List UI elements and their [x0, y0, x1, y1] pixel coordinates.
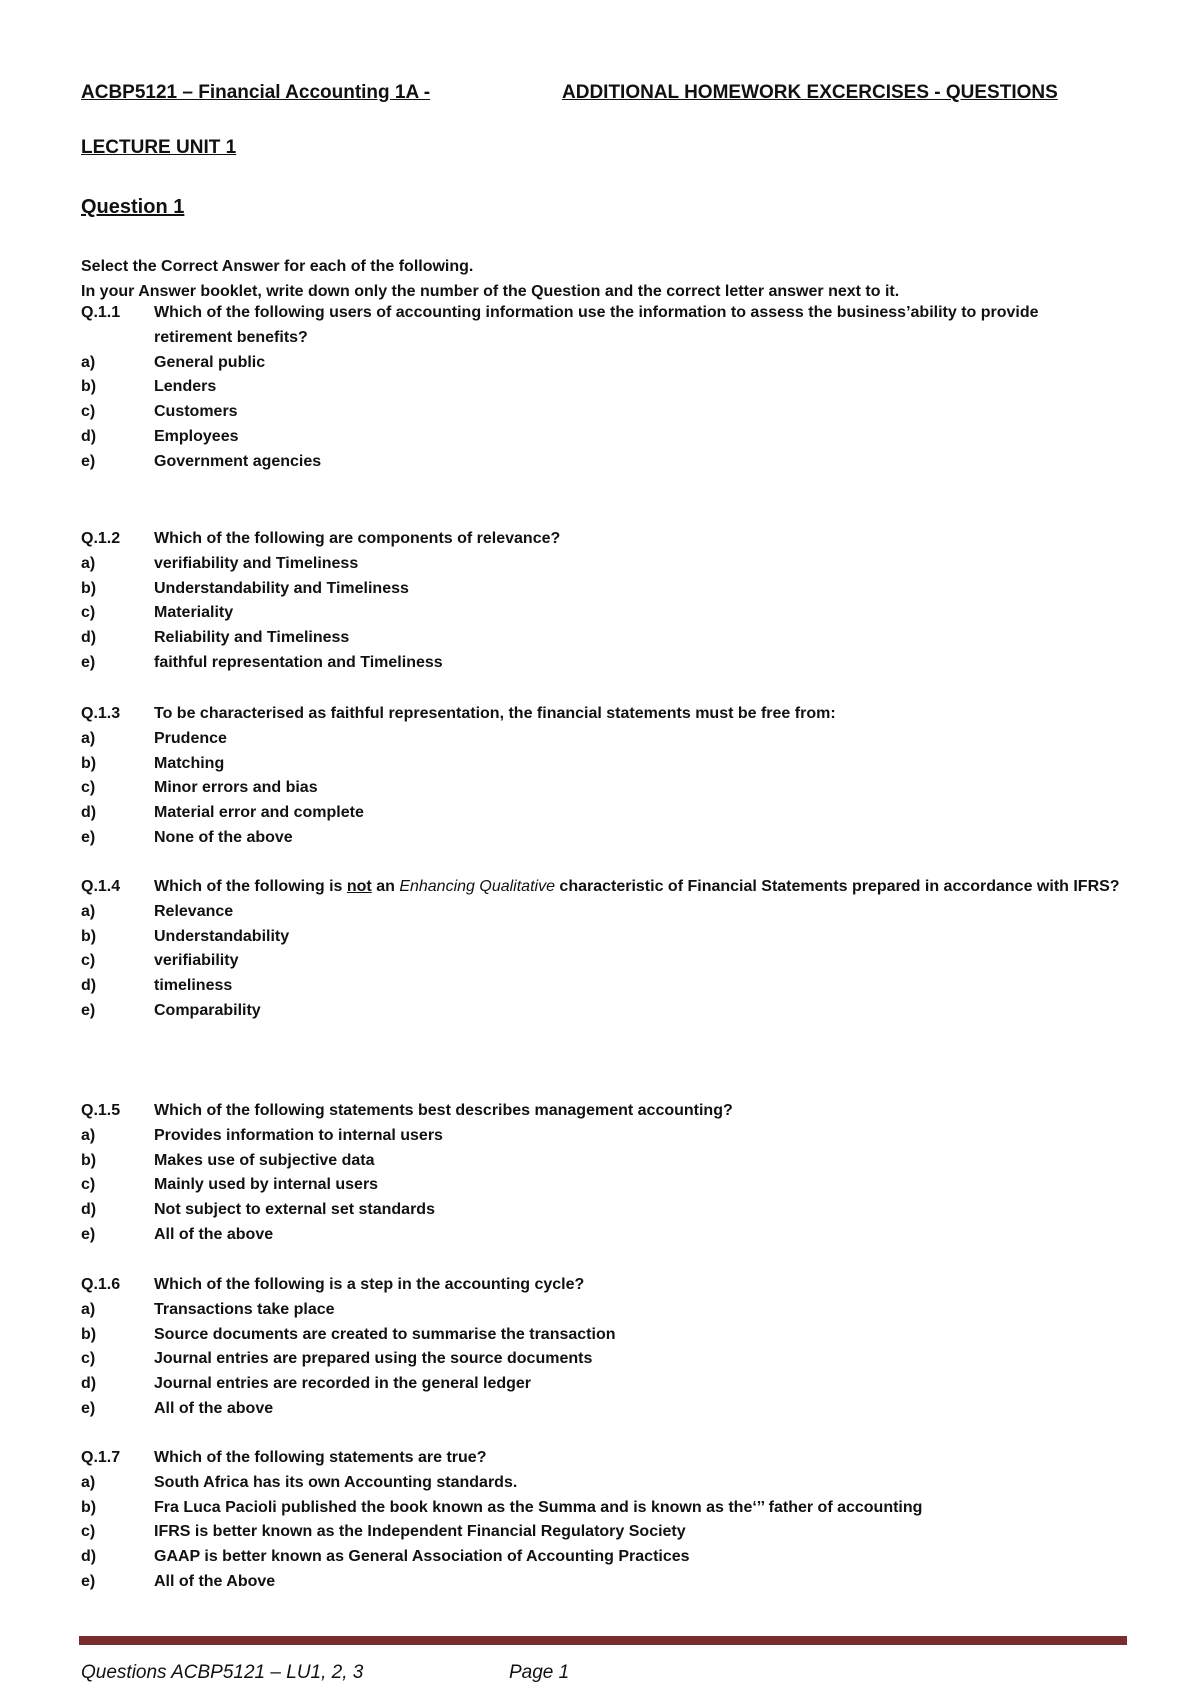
question-text: Which of the following statements are true? — [154, 1449, 487, 1466]
footer-page-number: Page 1 — [509, 1662, 570, 1683]
answer-option: e) None of the above — [81, 828, 293, 846]
answer-option: a) Provides information to internal users — [81, 1126, 443, 1144]
answer-option: d) timeliness — [81, 977, 233, 995]
answer-option: d) GAAP is better known as General Association of Accounting Practices — [81, 1548, 690, 1566]
question-heading: Question 1 — [81, 196, 185, 218]
answer-option: c) Customers — [81, 403, 238, 421]
question-number: Q.1.6 — [81, 1276, 121, 1293]
answer-option: a) South Africa has its own Accounting standards. — [81, 1473, 518, 1491]
answer-option: b) Source documents are created to summarise the transaction — [81, 1325, 616, 1343]
question-text: Which of the following users of accounting information use the information to assess the business’ability to provide retirement benefits? — [154, 304, 1039, 346]
question-number: Q.1.7 — [81, 1449, 121, 1466]
answer-option: c) verifiability — [81, 952, 239, 970]
question-q1-4 — [81, 875, 1121, 1024]
question-number: Q.1.2 — [81, 530, 121, 547]
answer-option: e) faithful representation and Timeliness — [81, 653, 443, 671]
header-course-title: ACBP5121 – Financial Accounting 1A - — [81, 82, 431, 103]
question-q1-3 — [81, 702, 1121, 851]
question-text: Which of the following is not an Enhancing Qualitative characteristic of Financial Statements prepared in accordance with IFRS? — [154, 878, 1120, 895]
answer-option: d) Employees — [81, 427, 239, 445]
answer-option: e) All of the above — [81, 1225, 274, 1243]
answer-option: a) verifiability and Timeliness — [81, 554, 359, 572]
question-q1-7 — [81, 1446, 1121, 1595]
answer-option: c) Mainly used by internal users — [81, 1176, 379, 1194]
answer-option: d) Not subject to external set standards — [81, 1201, 435, 1219]
question-number: Q.1.1 — [81, 304, 121, 321]
answer-option: c) Minor errors and bias — [81, 779, 318, 797]
answer-option: e) Comparability — [81, 1001, 261, 1019]
answer-option: e) All of the Above — [81, 1572, 276, 1590]
answer-option: b) Makes use of subjective data — [81, 1151, 375, 1169]
answer-option: b) Fra Luca Pacioli published the book known as the Summa and is known as the‘’’ father of accounting — [81, 1498, 923, 1516]
answer-option: d) Reliability and Timeliness — [81, 629, 350, 647]
question-number: Q.1.5 — [81, 1102, 121, 1119]
answer-option: c) IFRS is better known as the Independent Financial Regulatory Society — [81, 1523, 686, 1541]
answer-option: a) Transactions take place — [81, 1300, 335, 1318]
answer-option: e) Government agencies — [81, 452, 322, 470]
question-number: Q.1.4 — [81, 878, 121, 895]
instruction-line: Select the Correct Answer for each of the following. — [81, 258, 474, 275]
question-q1-6 — [81, 1273, 1121, 1422]
lecture-unit-heading: LECTURE UNIT 1 — [81, 137, 237, 158]
answer-option: b) Understandability — [81, 927, 290, 945]
question-text: Which of the following are components of relevance? — [154, 530, 561, 547]
question-text: Which of the following statements best describes management accounting? — [154, 1102, 733, 1119]
instructions — [81, 254, 1121, 304]
answer-option: b) Understandability and Timeliness — [81, 579, 409, 597]
question-number: Q.1.3 — [81, 705, 121, 722]
answer-option: a) Prudence — [81, 729, 227, 747]
answer-option: c) Journal entries are prepared using the source documents — [81, 1350, 593, 1368]
answer-option: d) Material error and complete — [81, 804, 364, 822]
footer-document-label: Questions ACBP5121 – LU1, 2, 3 — [81, 1662, 364, 1683]
instruction-line: In your Answer booklet, write down only the number of the Question and the correct letter answer next to it. — [81, 283, 900, 300]
question-q1-2 — [81, 527, 1121, 676]
answer-option: e) All of the above — [81, 1399, 274, 1417]
question-text: To be characterised as faithful representation, the financial statements must be free from: — [154, 705, 836, 722]
question-q1-1 — [81, 301, 1121, 475]
answer-option: a) Relevance — [81, 902, 234, 920]
question-text: Which of the following is a step in the accounting cycle? — [154, 1276, 585, 1293]
footer-divider — [79, 1636, 1127, 1645]
header-section-title: ADDITIONAL HOMEWORK EXCERCISES - QUESTIONS — [562, 82, 1058, 103]
answer-option: a) General public — [81, 353, 266, 371]
answer-option: c) Materiality — [81, 604, 234, 622]
question-q1-5 — [81, 1099, 1121, 1248]
answer-option: b) Lenders — [81, 378, 217, 396]
answer-option: b) Matching — [81, 754, 225, 772]
answer-option: d) Journal entries are recorded in the general ledger — [81, 1375, 532, 1393]
